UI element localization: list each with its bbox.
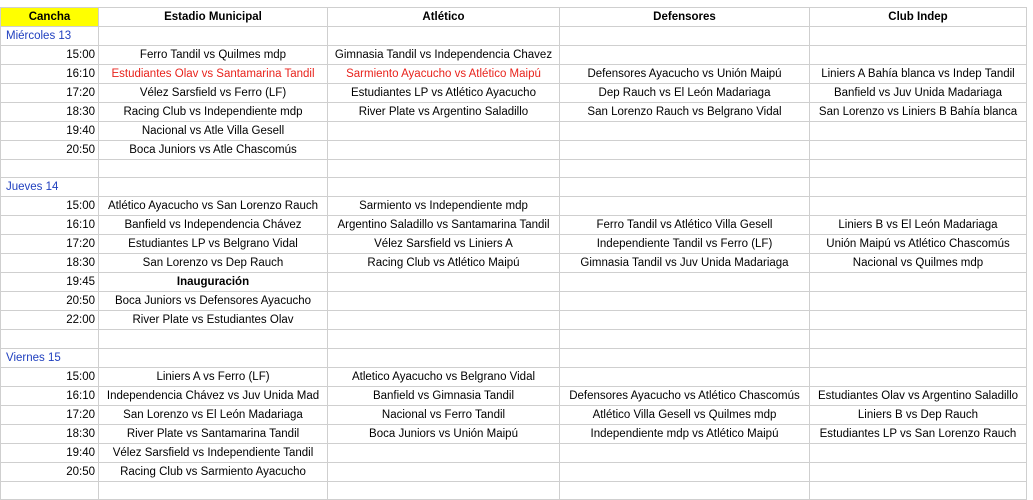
match-cell[interactable]: Defensores Ayacucho vs Unión Maipú [560, 65, 810, 84]
match-cell[interactable]: Unión Maipú vs Atlético Chascomús [810, 235, 1027, 254]
empty-cell[interactable] [328, 27, 560, 46]
match-cell[interactable]: Liniers A vs Ferro (LF) [99, 367, 328, 386]
match-cell[interactable]: Racing Club vs Sarmiento Ayacucho [99, 462, 328, 481]
match-row [1, 424, 1027, 443]
match-row [1, 46, 1027, 65]
empty-cell[interactable] [328, 443, 560, 462]
day-row [1, 178, 1027, 197]
time-cell[interactable]: 19:40 [1, 122, 99, 141]
empty-cell[interactable] [99, 27, 328, 46]
match-cell[interactable]: San Lorenzo Rauch vs Belgrano Vidal [560, 103, 810, 122]
header-cancha[interactable]: Cancha [1, 8, 99, 27]
day-label[interactable]: Viernes 15 [1, 348, 99, 367]
match-row [1, 292, 1027, 311]
match-cell[interactable]: San Lorenzo vs Dep Rauch [99, 254, 328, 273]
day-label[interactable]: Jueves 14 [1, 178, 99, 197]
match-cell[interactable]: Nacional vs Atle Villa Gesell [99, 122, 328, 141]
match-cell[interactable]: Banfield vs Juv Unida Madariaga [810, 84, 1027, 103]
match-cell[interactable]: Racing Club vs Atlético Maipú [328, 254, 560, 273]
time-cell[interactable]: 20:50 [1, 292, 99, 311]
match-row [1, 443, 1027, 462]
empty-cell[interactable] [1, 481, 99, 499]
time-cell[interactable]: 19:40 [1, 443, 99, 462]
time-cell[interactable]: 17:20 [1, 84, 99, 103]
time-cell[interactable]: 15:00 [1, 367, 99, 386]
match-row [1, 103, 1027, 122]
empty-cell[interactable] [560, 197, 810, 216]
match-cell[interactable]: San Lorenzo vs Liniers B Bahía blanca [810, 103, 1027, 122]
match-cell[interactable]: Estudiantes LP vs Belgrano Vidal [99, 235, 328, 254]
empty-cell[interactable] [99, 330, 328, 348]
match-cell[interactable]: Atlético Ayacucho vs San Lorenzo Rauch [99, 197, 328, 216]
match-cell[interactable]: Nacional vs Ferro Tandil [328, 405, 560, 424]
match-cell[interactable]: Defensores Ayacucho vs Atlético Chascomús [560, 386, 810, 405]
time-cell[interactable]: 17:20 [1, 235, 99, 254]
match-cell[interactable]: Vélez Sarsfield vs Independiente Tandil [99, 443, 328, 462]
empty-cell[interactable] [99, 348, 328, 367]
match-row [1, 141, 1027, 160]
empty-cell[interactable] [99, 178, 328, 197]
match-cell[interactable]: Sarmiento Ayacucho vs Atlético Maipú [328, 65, 560, 84]
empty-cell[interactable] [810, 330, 1027, 348]
empty-cell[interactable] [328, 122, 560, 141]
header-row [1, 8, 1027, 27]
match-cell[interactable]: Independencia Chávez vs Juv Unida Mad [99, 386, 328, 405]
match-cell[interactable]: Atletico Ayacucho vs Belgrano Vidal [328, 367, 560, 386]
empty-cell[interactable] [560, 292, 810, 311]
empty-cell[interactable] [810, 367, 1027, 386]
empty-cell[interactable] [810, 178, 1027, 197]
empty-cell[interactable] [1, 160, 99, 178]
empty-cell[interactable] [328, 330, 560, 348]
header-venue-club-indep[interactable]: Club Indep [810, 8, 1027, 27]
match-cell[interactable]: Boca Juniors vs Atle Chascomús [99, 141, 328, 160]
match-cell[interactable]: River Plate vs Argentino Saladillo [328, 103, 560, 122]
blank-row [1, 481, 1027, 499]
match-row [1, 254, 1027, 273]
match-row [1, 311, 1027, 330]
match-cell[interactable]: River Plate vs Estudiantes Olav [99, 311, 328, 330]
match-row [1, 216, 1027, 235]
time-cell[interactable]: 16:10 [1, 65, 99, 84]
time-cell[interactable]: 18:30 [1, 103, 99, 122]
match-cell[interactable]: Ferro Tandil vs Atlético Villa Gesell [560, 216, 810, 235]
match-cell[interactable]: Boca Juniors vs Unión Maipú [328, 424, 560, 443]
match-row [1, 405, 1027, 424]
match-cell[interactable]: Argentino Saladillo vs Santamarina Tandil [328, 216, 560, 235]
empty-cell[interactable] [328, 348, 560, 367]
time-cell[interactable]: 20:50 [1, 141, 99, 160]
match-cell[interactable]: Inauguración [99, 273, 328, 292]
empty-cell[interactable] [810, 46, 1027, 65]
time-cell[interactable]: 16:10 [1, 216, 99, 235]
empty-cell[interactable] [560, 367, 810, 386]
empty-cell[interactable] [328, 311, 560, 330]
match-cell[interactable]: Estudiantes LP vs Atlético Ayacucho [328, 84, 560, 103]
match-cell[interactable]: Liniers A Bahía blanca vs Indep Tandil [810, 65, 1027, 84]
empty-cell[interactable] [328, 160, 560, 178]
time-cell[interactable]: 17:20 [1, 405, 99, 424]
empty-cell[interactable] [810, 197, 1027, 216]
match-cell[interactable]: Liniers B vs Dep Rauch [810, 405, 1027, 424]
empty-cell[interactable] [810, 27, 1027, 46]
time-cell[interactable]: 16:10 [1, 386, 99, 405]
header-venue-atletico[interactable]: Atlético [328, 8, 560, 27]
empty-cell[interactable] [560, 330, 810, 348]
empty-cell[interactable] [1, 330, 99, 348]
empty-cell[interactable] [560, 462, 810, 481]
match-row [1, 84, 1027, 103]
match-cell[interactable]: Dep Rauch vs El León Madariaga [560, 84, 810, 103]
match-row [1, 65, 1027, 84]
empty-cell[interactable] [560, 122, 810, 141]
empty-cell[interactable] [810, 443, 1027, 462]
match-row [1, 273, 1027, 292]
empty-cell[interactable] [560, 141, 810, 160]
empty-cell[interactable] [560, 160, 810, 178]
empty-cell[interactable] [560, 311, 810, 330]
empty-cell[interactable] [810, 311, 1027, 330]
match-cell[interactable]: Racing Club vs Independiente mdp [99, 103, 328, 122]
empty-cell[interactable] [328, 141, 560, 160]
day-row [1, 348, 1027, 367]
match-cell[interactable]: Gimnasia Tandil vs Independencia Chavez [328, 46, 560, 65]
day-label[interactable]: Miércoles 13 [1, 27, 99, 46]
header-venue-estadio-municipal[interactable]: Estadio Municipal [99, 8, 328, 27]
match-cell[interactable]: Atlético Villa Gesell vs Quilmes mdp [560, 405, 810, 424]
time-cell[interactable]: 18:30 [1, 424, 99, 443]
match-cell[interactable]: Banfield vs Independencia Chávez [99, 216, 328, 235]
empty-cell[interactable] [560, 443, 810, 462]
blank-row [1, 160, 1027, 178]
match-cell[interactable]: Estudiantes Olav vs Argentino Saladillo [810, 386, 1027, 405]
empty-cell[interactable] [560, 273, 810, 292]
match-cell[interactable]: River Plate vs Santamarina Tandil [99, 424, 328, 443]
empty-cell[interactable] [810, 273, 1027, 292]
empty-cell[interactable] [810, 348, 1027, 367]
blank-row [1, 330, 1027, 348]
time-cell[interactable]: 22:00 [1, 311, 99, 330]
match-cell[interactable]: Sarmiento vs Independiente mdp [328, 197, 560, 216]
match-cell[interactable]: Banfield vs Gimnasia Tandil [328, 386, 560, 405]
time-cell[interactable]: 15:00 [1, 46, 99, 65]
empty-cell[interactable] [328, 481, 560, 499]
match-cell[interactable]: Liniers B vs El León Madariaga [810, 216, 1027, 235]
match-cell[interactable]: Gimnasia Tandil vs Juv Unida Madariaga [560, 254, 810, 273]
match-cell[interactable]: Independiente mdp vs Atlético Maipú [560, 424, 810, 443]
empty-cell[interactable] [560, 46, 810, 65]
empty-cell[interactable] [328, 292, 560, 311]
time-cell[interactable]: 20:50 [1, 462, 99, 481]
empty-cell[interactable] [560, 348, 810, 367]
match-cell[interactable]: Independiente Tandil vs Ferro (LF) [560, 235, 810, 254]
empty-cell[interactable] [99, 160, 328, 178]
match-row [1, 386, 1027, 405]
match-cell[interactable]: Estudiantes Olav vs Santamarina Tandil [99, 65, 328, 84]
match-cell[interactable]: Estudiantes LP vs San Lorenzo Rauch [810, 424, 1027, 443]
time-cell[interactable]: 19:45 [1, 273, 99, 292]
match-cell[interactable]: Boca Juniors vs Defensores Ayacucho [99, 292, 328, 311]
match-cell[interactable]: Nacional vs Quilmes mdp [810, 254, 1027, 273]
empty-cell[interactable] [99, 481, 328, 499]
time-cell[interactable]: 18:30 [1, 254, 99, 273]
empty-cell[interactable] [810, 141, 1027, 160]
match-row [1, 235, 1027, 254]
empty-cell[interactable] [810, 462, 1027, 481]
empty-cell[interactable] [560, 481, 810, 499]
empty-cell[interactable] [328, 273, 560, 292]
schedule-table [0, 7, 1027, 500]
empty-cell[interactable] [810, 481, 1027, 499]
header-venue-defensores[interactable]: Defensores [560, 8, 810, 27]
match-cell[interactable]: Ferro Tandil vs Quilmes mdp [99, 46, 328, 65]
time-cell[interactable]: 15:00 [1, 197, 99, 216]
empty-cell[interactable] [810, 292, 1027, 311]
match-cell[interactable]: Vélez Sarsfield vs Ferro (LF) [99, 84, 328, 103]
match-row [1, 462, 1027, 481]
day-row [1, 27, 1027, 46]
empty-cell[interactable] [560, 27, 810, 46]
empty-cell[interactable] [810, 122, 1027, 141]
match-row [1, 197, 1027, 216]
empty-cell[interactable] [560, 178, 810, 197]
match-row [1, 367, 1027, 386]
empty-cell[interactable] [328, 462, 560, 481]
empty-cell[interactable] [328, 178, 560, 197]
match-cell[interactable]: Vélez Sarsfield vs Liniers A [328, 235, 560, 254]
empty-cell[interactable] [810, 160, 1027, 178]
match-cell[interactable]: San Lorenzo vs El León Madariaga [99, 405, 328, 424]
match-row [1, 122, 1027, 141]
